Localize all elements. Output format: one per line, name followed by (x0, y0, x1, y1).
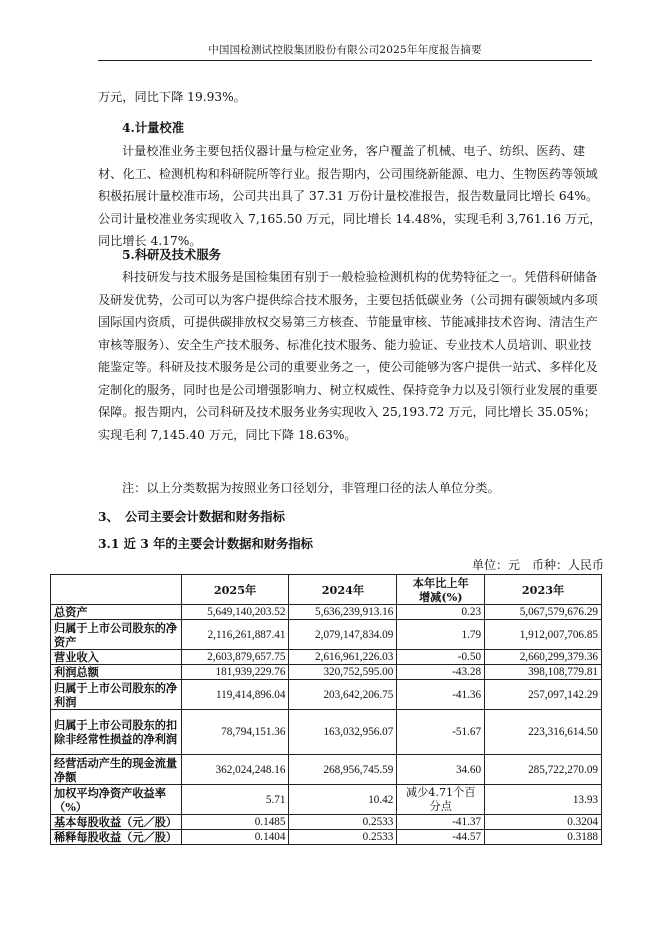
cell-2024: 203,642,206.75 (289, 680, 397, 710)
section-5-body: 科技研发与技术服务是国检集团有别于一般检验检测机构的优势特征之一。凭借科研储备及研发优势，公司可以为客户提供综合技术服务，主要包括低碳业务（公司拥有碳领域内多项国际国内资质，可提供碳排放权交易第三方核查、节能量审核、节能减排技术咨询、清洁生产审核等服务）、安全生产技术服务、标准化技术服务、能力验证、专业技术人员培训、职业技能鉴定等。科研及技术服务是公司的重要业务之一，使公司能够为客户提供一站式、多样化及定制化的服务，同时也是公司增强影响力、树立权威性、保持竞争力以及引领行业发展的重要保障。报告期内，公司科研及技术服务业务实现收入 25,193.72 万元，同比增长 35.05%；实现毛利 7,145.40 万元，同比下降 18.63%。 (98, 270, 598, 442)
cell-2025: 181,939,229.76 (181, 665, 289, 680)
cell-change: -51.67 (397, 710, 485, 755)
cell-change: -0.50 (397, 650, 485, 665)
cell-2023: 2,660,299,379.36 (485, 650, 602, 665)
cell-2023: 0.3204 (485, 815, 602, 830)
cell-2025: 2,116,261,887.41 (181, 620, 289, 650)
cell-2025: 2,603,879,657.75 (181, 650, 289, 665)
page-header: 中国国检测试控股集团股份有限公司2025年年度报告摘要 (208, 44, 482, 56)
cell-2024: 0.2533 (289, 815, 397, 830)
table-row (51, 665, 602, 680)
table-row (51, 605, 602, 620)
row-label: 归属于上市公司股东的扣除非经常性损益的净利润 (51, 710, 182, 755)
row-label: 稀释每股收益（元／股） (51, 830, 182, 845)
cell-change: -41.37 (397, 815, 485, 830)
cell-2025: 0.1485 (181, 815, 289, 830)
row-label: 利润总额 (51, 665, 182, 680)
row-label: 归属于上市公司股东的净利润 (51, 680, 182, 710)
cell-2023: 0.3188 (485, 830, 602, 845)
row-label: 总资产 (51, 605, 182, 620)
section-5-title: 5.科研及技术服务 (122, 247, 221, 262)
financial-indicators-table (50, 574, 602, 845)
cell-2023: 223,316,614.50 (485, 710, 602, 755)
table-row (51, 755, 602, 785)
row-label: 加权平均净资产收益率（%） (51, 785, 182, 815)
cell-2023: 5,067,579,676.29 (485, 605, 602, 620)
table-row (51, 710, 602, 755)
cell-2025: 78,794,151.36 (181, 710, 289, 755)
table-row (51, 785, 602, 815)
cell-2025: 5.71 (181, 785, 289, 815)
table-row (51, 815, 602, 830)
paragraph-continuation: 万元，同比下降 19.93%。 (98, 90, 246, 104)
cell-change: 34.60 (397, 755, 485, 785)
unit-currency-line: 单位：元 币种：人民币 (471, 558, 604, 572)
cell-change: -44.57 (397, 830, 485, 845)
row-label: 经营活动产生的现金流量净额 (51, 755, 182, 785)
section-3-1-title: 3.1 近 3 年的主要会计数据和财务指标 (98, 536, 313, 551)
cell-change: 1.79 (397, 620, 485, 650)
cell-2024: 2,616,961,226.03 (289, 650, 397, 665)
header-rule (98, 60, 592, 61)
header-cell-2023: 2023年 (485, 575, 602, 605)
cell-change: 减少4.71个百分点 (397, 785, 485, 815)
table-row (51, 620, 602, 650)
cell-2025: 0.1404 (181, 830, 289, 845)
cell-2025: 362,024,248.16 (181, 755, 289, 785)
table-row (51, 830, 602, 845)
cell-2025: 5,649,140,203.52 (181, 605, 289, 620)
section-4-title: 4.计量校准 (122, 120, 185, 135)
row-label: 基本每股收益（元／股） (51, 815, 182, 830)
cell-2024: 268,956,745.59 (289, 755, 397, 785)
cell-2023: 257,097,142.29 (485, 680, 602, 710)
cell-change: -43.28 (397, 665, 485, 680)
header-cell-2024: 2024年 (289, 575, 397, 605)
cell-2024: 320,752,595.00 (289, 665, 397, 680)
section-3-title: 3、 公司主要会计数据和财务指标 (98, 509, 285, 524)
cell-2024: 2,079,147,834.09 (289, 620, 397, 650)
cell-2025: 119,414,896.04 (181, 680, 289, 710)
header-cell-2025: 2025年 (181, 575, 289, 605)
cell-2024: 163,032,956.07 (289, 710, 397, 755)
cell-2024: 5,636,239,913.16 (289, 605, 397, 620)
header-cell-change: 本年比上年 增减(%) (397, 575, 485, 605)
note-text: 注：以上分类数据为按照业务口径划分，非管理口径的法人单位分类。 (122, 481, 500, 495)
cell-2023: 285,722,270.09 (485, 755, 602, 785)
cell-2023: 1,912,007,706.85 (485, 620, 602, 650)
cell-2024: 10.42 (289, 785, 397, 815)
cell-change: -41.36 (397, 680, 485, 710)
cell-2023: 398,108,779.81 (485, 665, 602, 680)
table-row (51, 650, 602, 665)
cell-2023: 13.93 (485, 785, 602, 815)
table-row (51, 680, 602, 710)
row-label: 归属于上市公司股东的净资产 (51, 620, 182, 650)
table-header-row (51, 575, 602, 605)
section-4-body: 计量校准业务主要包括仪器计量与检定业务，客户覆盖了机械、电子、纺织、医药、建材、化工、检测机构和科研院所等行业。报告期内，公司围绕新能源、电力、生物医药等领域积极拓展计量校准市场，公司共出具了 37.31 万份计量校准报告，报告数量同比增长 64%。公司计量校准业务实现收入 7,165.50 万元，同比增长 14.48%，实现毛利 3,761.16 万元，同比增长 4.17%。 (98, 144, 602, 248)
cell-2024: 0.2533 (289, 830, 397, 845)
header-cell-blank (51, 575, 182, 605)
row-label: 营业收入 (51, 650, 182, 665)
cell-change: 0.23 (397, 605, 485, 620)
